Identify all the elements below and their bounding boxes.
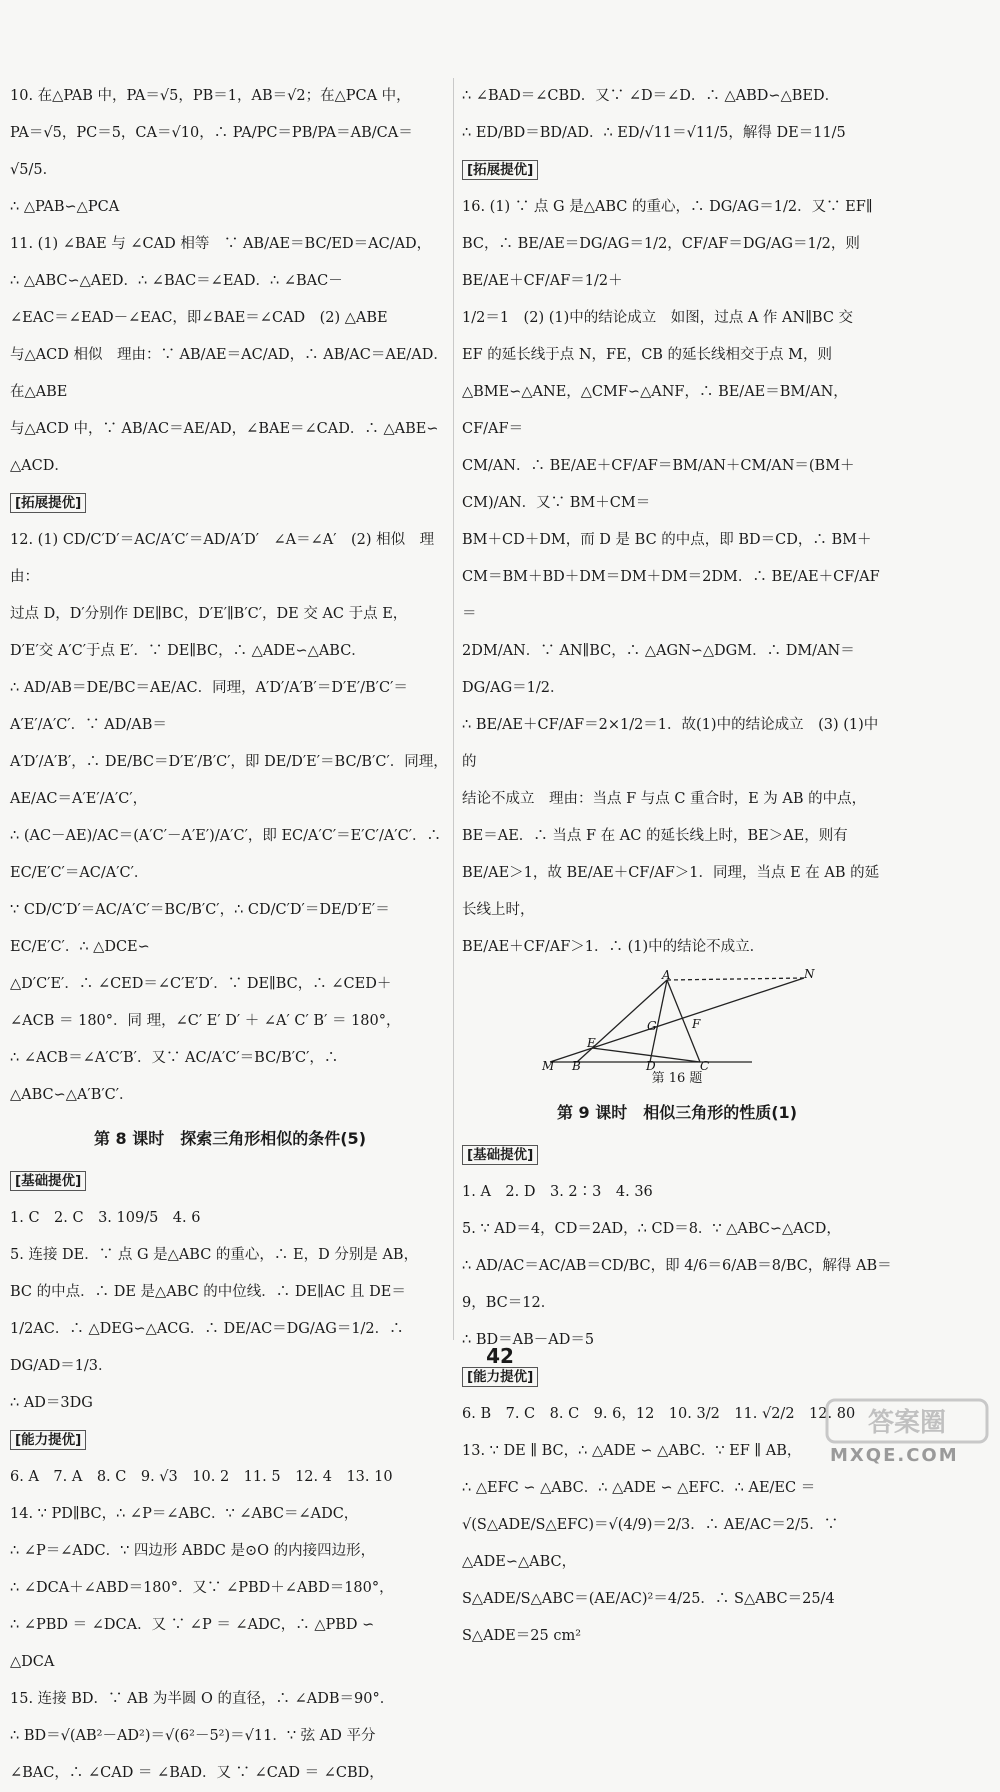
lesson-9-title: 第 9 课时 相似三角形的性质(1) — [556, 1103, 798, 1122]
q15-cont-line2: ∴ ED/BD＝BD/AD．∴ ED/√11＝√11/5，解得 DE＝11/5 — [462, 125, 846, 141]
section-tag-extension: [拓展提优] — [10, 493, 86, 513]
triangle-diagram — [542, 967, 815, 1073]
q16-line6: CM/AN．∴ BE/AE＋CF/AF＝BM/AN＋CM/AN＝(BM＋CM)/AN．又∵ BM＋CM＝ — [462, 458, 855, 511]
l9-answers-6-12: 6. B 7. C 8. C 9. 6，12 10. 3/2 11. √2/2 12. 80 — [462, 1406, 856, 1422]
q12-line4: ∴ AD/AB＝DE/BC＝AE/AC．同理，A′D′/A′B′＝D′E′/B′C′＝A′E′/A′C′．∵ AD/AB＝ — [10, 680, 408, 733]
l8-q14-line2: ∴ ∠P＝∠ADC．∵ 四边形 ABDC 是⊙O 的内接四边形， — [10, 1543, 376, 1559]
l8-q5-line4: ∴ AD＝3DG — [10, 1395, 93, 1411]
q16-line11: 结论不成立 理由：当点 F 与点 C 重合时，E 为 AB 的中点， — [462, 791, 867, 807]
label-b: B — [572, 1059, 581, 1073]
watermark-logo-text: 答案圈 — [867, 1408, 947, 1438]
l8-q15-line1: 15. 连接 BD．∵ AB 为半圆 O 的直径，∴ ∠ADB＝90°． — [10, 1691, 395, 1707]
q12-line6: ∴ (AC－AE)/AC＝(A′C′－A′E′)/A′C′，即 EC/A′C′＝E′C′/A′C′．∴ EC/E′C′＝AC/A′C′． — [10, 828, 441, 881]
q16-line8: CM＝BM＋BD＋DM＝DM＋DM＝2DM．∴ BE/AE＋CF/AF＝ — [462, 569, 880, 622]
lesson-8-title: 第 8 课时 探索三角形相似的条件(5) — [93, 1129, 367, 1148]
q16-line12: BE＝AE．∴ 当点 F 在 AC 的延长线上时，BE＞AE，则有 — [462, 828, 848, 844]
l9-answers-1-4: 1. A 2. D 3. 2∶3 4. 36 — [462, 1184, 653, 1200]
l8-q5-line2: BC 的中点．∴ DE 是△ABC 的中位线．∴ DE∥AC 且 DE＝ — [10, 1284, 406, 1300]
section-tag-ability-2: [能力提优] — [462, 1367, 538, 1387]
l9-q13-line2: ∴ △EFC ∽ △ABC．∴ △ADE ∽ △EFC．∴ AE/EC ＝ — [462, 1480, 816, 1496]
l8-q14-line1: 14. ∵ PD∥BC，∴ ∠P＝∠ABC．∵ ∠ABC＝∠ADC， — [10, 1506, 359, 1522]
label-m: M — [542, 1059, 555, 1073]
label-f: F — [692, 1017, 701, 1031]
q12-line1: 12. (1) CD/C′D′＝AC/A′C′＝AD/A′D′ ∠A＝∠A′ (2) 相似 理由： — [10, 532, 435, 585]
left-column — [10, 78, 450, 1792]
label-d: D — [646, 1059, 656, 1073]
q16-line1: 16. (1) ∵ 点 G 是△ABC 的重心，∴ DG/AG＝1/2．又∵ EF∥ — [462, 199, 873, 215]
label-n: N — [804, 967, 815, 981]
q11-line1: 11. (1) ∠BAE 与 ∠CAD 相等 ∵ AB/AE＝BC/ED＝AC/AD， — [10, 236, 432, 252]
q12-line8: △D′C′E′．∴ ∠CED＝∠C′E′D′．∵ DE∥BC，∴ ∠CED＋ — [10, 976, 392, 992]
q16-line7: BM＋CD＋DM，而 D 是 BC 的中点，即 BD＝CD，∴ BM＋ — [462, 532, 872, 548]
figure-q16 — [462, 967, 892, 1088]
q12-line9: ∠ACB ＝ 180°．同 理，∠C′ E′ D′ ＋ ∠A′ C′ B′ ＝ 180°， — [10, 1013, 401, 1029]
q10-line2: PA＝√5，PC＝5，CA＝√10，∴ PA/PC＝PB/PA＝AB/CA＝√5/5． — [10, 125, 413, 178]
l9-q13-line1: 13. ∵ DE ∥ BC，∴ △ADE ∽ △ABC．∵ EF ∥ AB， — [462, 1443, 802, 1459]
l8-answers-6-13: 6. A 7. A 8. C 9. √3 10. 2 11. 5 12. 4 13. 10 — [10, 1469, 393, 1485]
q11-line5: 与△ACD 中，∵ AB/AC＝AE/AD，∠BAE＝∠CAD．∴ △ABE∽ — [10, 421, 439, 437]
q11-line4: 与△ACD 相似 理由：∵ AB/AE＝AC/AD，∴ AB/AC＝AE/AD．在△ABE — [10, 347, 448, 400]
l9-q13-line3: √(S△ADE/S△EFC)＝√(4/9)＝2/3．∴ AE/AC＝2/5．∵ △ADE∽△ABC， — [462, 1517, 839, 1570]
label-g: G — [647, 1019, 657, 1033]
l8-q14-line5: △DCA — [10, 1654, 55, 1670]
q16-line14: BE/AE＋CF/AF＞1．∴ (1)中的结论不成立． — [462, 939, 765, 955]
q12-line3: D′E′交 A′C′于点 E′．∵ DE∥BC，∴ △ADE∽△ABC． — [10, 643, 366, 659]
q16-line5: △BME∽△ANE，△CMF∽△ANF，∴ BE/AE＝BM/AN，CF/AF＝ — [462, 384, 848, 437]
section-tag-extension-2: [拓展提优] — [462, 160, 538, 180]
l8-q5-line1: 5. 连接 DE．∵ 点 G 是△ABC 的重心，∴ E，D 分别是 AB， — [10, 1247, 419, 1263]
l9-q5-line3: ∴ BD＝AB－AD＝5 — [462, 1332, 595, 1348]
figure-caption: 第 16 题 — [651, 1071, 703, 1086]
q16-line13: BE/AE＞1，故 BE/AE＋CF/AF＞1．同理，当点 E 在 AB 的延长线上时， — [462, 865, 880, 918]
l8-q15-line2: ∴ BD＝√(AB²－AD²)＝√(6²－5²)＝√11．∵ 弦 AD 平分 — [10, 1728, 376, 1744]
l8-q5-line3: 1/2AC．∴ △DEG∽△ACG．∴ DE/AC＝DG/AG＝1/2．∴ DG/AD＝1/3． — [10, 1321, 404, 1374]
q10-line1: 10. 在△PAB 中，PA＝√5，PB＝1，AB＝√2；在△PCA 中， — [10, 88, 411, 104]
l8-q14-line3: ∴ ∠DCA＋∠ABD＝180°．又∵ ∠PBD＋∠ABD＝180°， — [10, 1580, 394, 1596]
label-e: E — [587, 1036, 596, 1050]
l8-q14-line4: ∴ ∠PBD ＝ ∠DCA．又 ∵ ∠P ＝ ∠ADC，∴ △PBD ∽ — [10, 1617, 375, 1633]
line-an — [667, 978, 804, 980]
q12-line7: ∵ CD/C′D′＝AC/A′C′＝BC/B′C′，∴ CD/C′D′＝DE/D′E′＝EC/E′C′．∴ △DCE∽ — [10, 902, 390, 955]
l9-q5-line1: 5. ∵ AD＝4，CD＝2AD，∴ CD＝8．∵ △ABC∽△ACD， — [462, 1221, 841, 1237]
q16-line4: EF 的延长线于点 N，FE，CB 的延长线相交于点 M，则 — [462, 347, 833, 363]
q11-line6: △ACD． — [10, 458, 69, 474]
section-tag-basic: [基础提优] — [10, 1171, 86, 1191]
q16-line10: ∴ BE/AE＋CF/AF＝2×1/2＝1．故(1)中的结论成立 (3) (1)中的 — [462, 717, 879, 770]
q12-line2: 过点 D，D′分别作 DE∥BC，D′E′∥B′C′，DE 交 AC 于点 E， — [10, 606, 408, 622]
q11-line2: ∴ △ABC∽△AED．∴ ∠BAC＝∠EAD．∴ ∠BAC－ — [10, 273, 343, 289]
label-c: C — [700, 1059, 710, 1073]
page-number: 42 — [486, 1344, 514, 1368]
q16-line9: 2DM/AN．∵ AN∥BC，∴ △AGN∽△DGM．∴ DM/AN＝DG/AG＝1/2． — [462, 643, 855, 696]
q16-line2: BC，∴ BE/AE＝DG/AG＝1/2，CF/AF＝DG/AG＝1/2，则 BE/AE＋CF/AF＝1/2＋ — [462, 236, 860, 289]
q10-line3: ∴ △PAB∽△PCA — [10, 199, 120, 215]
label-a: A — [662, 968, 671, 982]
l9-q5-line2: ∴ AD/AC＝AC/AB＝CD/BC，即 4/6＝6/AB＝8/BC，解得 AB＝9，BC＝12． — [462, 1258, 892, 1311]
l8-q15-line3: ∠BAC，∴ ∠CAD ＝ ∠BAD．又 ∵ ∠CAD ＝ ∠CBD， — [10, 1765, 384, 1781]
q12-line5: A′D′/A′B′，∴ DE/BC＝D′E′/B′C′，即 DE/D′E′＝BC/B′C′．同理，AE/AC＝A′E′/A′C′， — [10, 754, 448, 807]
q11-line3: ∠EAC＝∠EAD－∠EAC，即∠BAE＝∠CAD (2) △ABE — [10, 310, 388, 326]
column-divider — [453, 78, 454, 1340]
q16-line3: 1/2＝1 (2) (1)中的结论成立 如图，过点 A 作 AN∥BC 交 — [462, 310, 854, 326]
q12-line10: ∴ ∠ACB＝∠A′C′B′．又∵ AC/A′C′＝BC/B′C′，∴ △ABC∽△A′B′C′． — [10, 1050, 339, 1103]
section-tag-basic-2: [基础提优] — [462, 1145, 538, 1165]
l9-q13-line4: S△ADE/S△ABC＝(AE/AC)²＝4/25．∴ S△ABC＝25/4 S△ADE＝25 cm² — [462, 1591, 835, 1644]
section-tag-ability: [能力提优] — [10, 1430, 86, 1450]
watermark-url: MXQE.COM — [830, 1445, 959, 1466]
l8-answers-1-4: 1. C 2. C 3. 109/5 4. 6 — [10, 1210, 201, 1226]
q15-cont-line1: ∴ ∠BAD＝∠CBD．又∵ ∠D＝∠D．∴ △ABD∽△BED． — [462, 88, 840, 104]
